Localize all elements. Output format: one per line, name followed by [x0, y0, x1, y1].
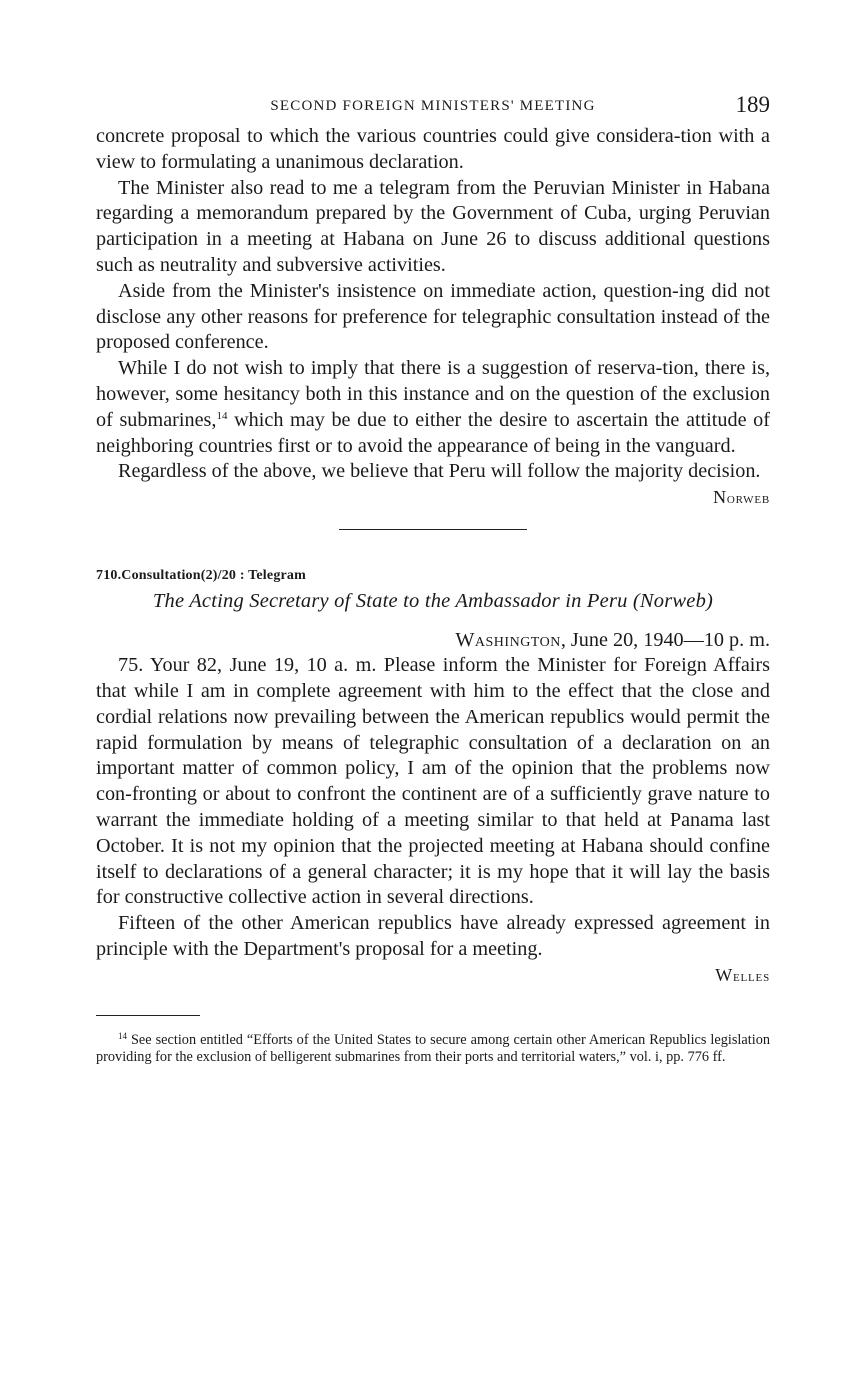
footnote-divider	[96, 1015, 200, 1016]
page-number: 189	[735, 92, 770, 117]
paragraph-hesitancy-text-a: While I do not wish to imply that there is a suggestion of reserva-tion, there is, however, some hesitancy both in this instance and on the question of the exclusion of submarines,	[96, 357, 770, 431]
dateline-date: , June 20, 1940—10 p. m.	[560, 629, 770, 652]
signature-welles	[96, 963, 770, 989]
document-title: The Acting Secretary of State to the Ambassador in Peru (Norweb)	[152, 590, 714, 613]
running-header	[96, 88, 770, 124]
paragraph-fifteen-republics: Fifteen of the other American republics have already expressed agreement in principle with the Department's proposal for a meeting.	[96, 912, 770, 960]
paragraph-hesitancy-text-b: which may be due to either the desire to ascertain the attitude of neighboring countries first or to avoid the appearance of being in the vanguard.	[96, 408, 770, 457]
signature-norweb-rest: orweb	[726, 490, 770, 508]
paragraph-minister-insistence: Aside from the Minister's insistence on immediate action, question-ing did not disclose any other reasons for preference for telegraphic consultation instead of the proposed conference.	[96, 279, 770, 354]
paragraph-telegram-habana: The Minister also read to me a telegram from the Peruvian Minister in Habana regarding a memorandum prepared by the Government of Cuba, urging Peruvian participation in a meeting at Habana on June 26 to discuss additional questions such as neutrality and subversive activities.	[96, 176, 770, 276]
dateline-place: Washington	[455, 629, 561, 652]
section-divider	[339, 529, 527, 530]
paragraph-telegram-75: 75. Your 82, June 19, 10 a. m. Please inform the Minister for Foreign Affairs that while I am in complete agreement with him to the effect that the close and cordial relations now prevailing between the American republics would permit the rapid formulation by means of telegraphic consultation of a declaration on an important matter of common policy, I am of the opinion that the problems now con-fronting or about to confront the continent are of a sufficiently grave nature to warrant the immediate holding of a meeting similar to that held at Panama last October. It is not my opinion that the projected meeting at Habana should confine itself to declarations of a general character; it is my hope that it will lay the basis for constructive collective action in several directions.	[96, 654, 770, 909]
first-document-body	[96, 124, 770, 511]
footnote-reference-14[interactable]: 14	[216, 409, 228, 422]
paragraph-hesitancy	[96, 356, 770, 459]
footnote-14	[96, 1032, 770, 1066]
signature-welles-initial: W	[715, 964, 733, 985]
dateline	[96, 627, 770, 653]
running-title: SECOND FOREIGN MINISTERS' MEETING	[270, 98, 596, 114]
signature-welles-rest: elles	[733, 967, 770, 985]
document-page	[96, 88, 770, 1080]
file-reference: 710.Consultation(2)/20 : Telegram	[96, 568, 306, 584]
signature-norweb-initial: N	[713, 487, 727, 508]
paragraph-continuation: concrete proposal to which the various countries could give considera-tion with a view to formulating a unanimous declaration.	[96, 125, 770, 173]
second-document	[96, 568, 770, 989]
paragraph-majority-decision: Regardless of the above, we believe that Peru will follow the majority decision.	[118, 460, 761, 483]
footnote-number: 14	[118, 1030, 127, 1041]
signature-norweb	[96, 485, 770, 511]
footnote-text: See section entitled “Efforts of the United States to secure among certain other American Republics legislation providing for the exclusion of belligerent submarines from their ports and territorial waters,” vol. i, pp. 776 ff.	[96, 1031, 770, 1065]
